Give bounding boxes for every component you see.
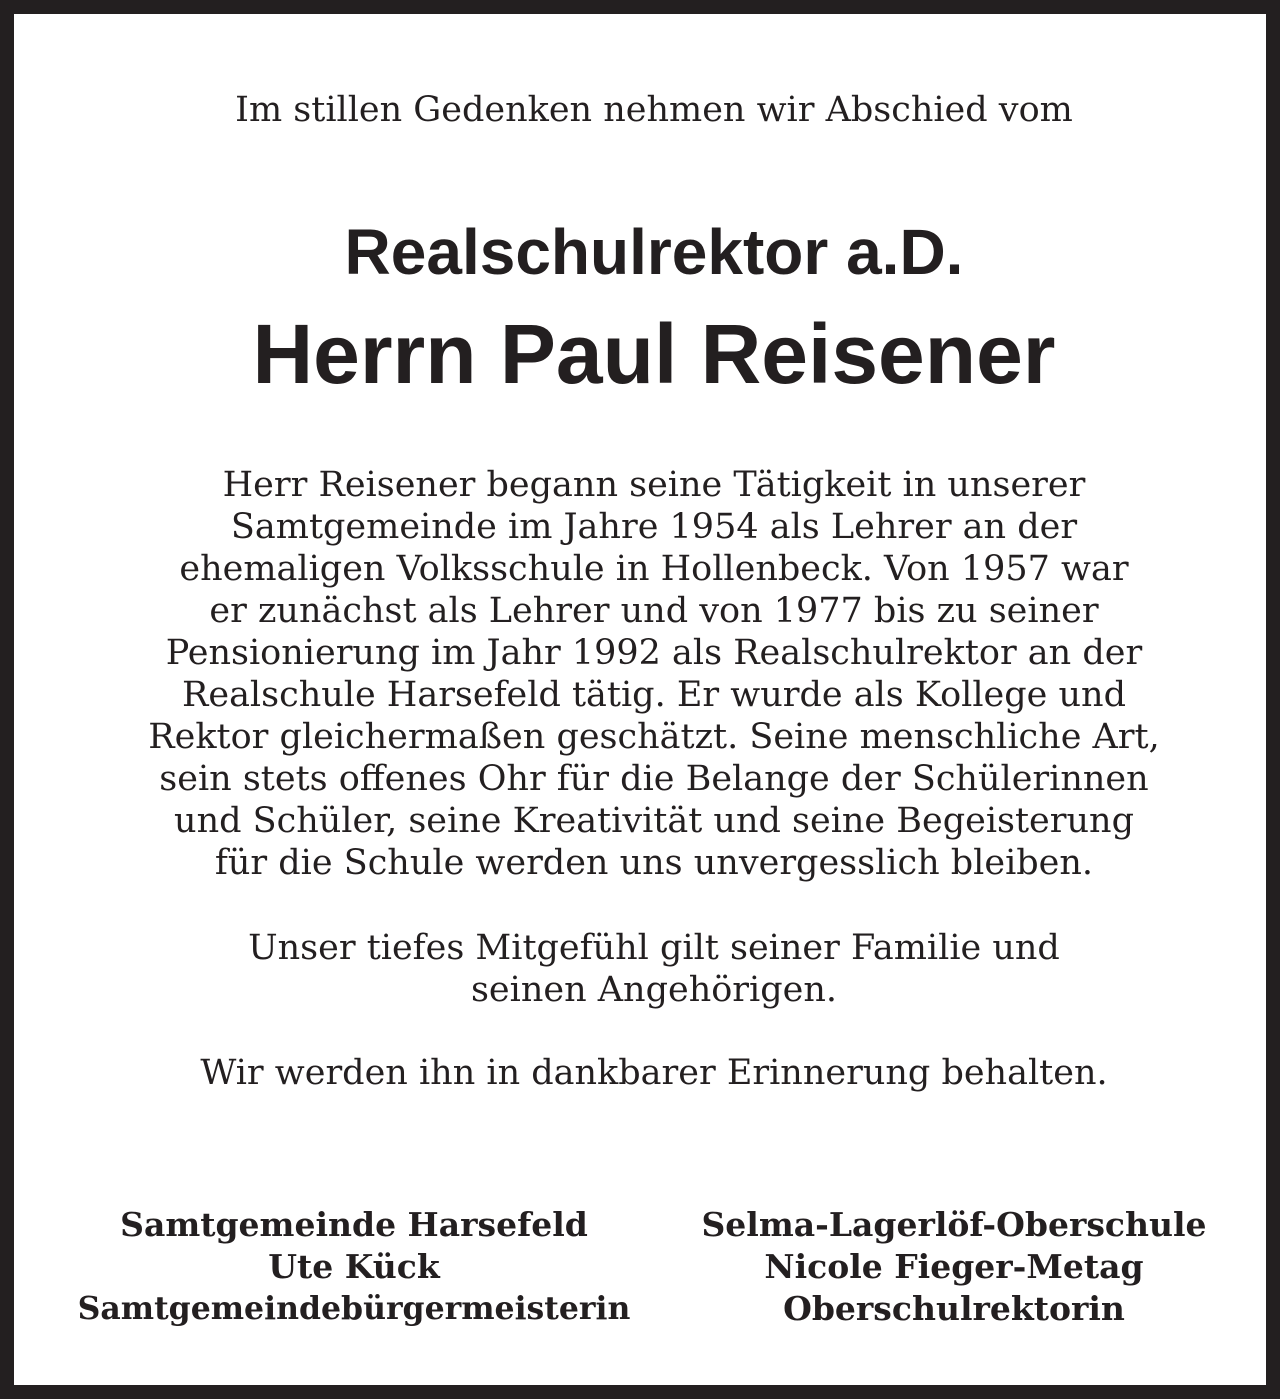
- signature-role: Samtgemeindebürgermeisterin: [77, 1290, 631, 1327]
- tribute-paragraph: [74, 464, 1234, 884]
- tribute-line: und Schüler, seine Kreativität und seine Begeisterung: [174, 801, 1134, 841]
- signature-person: Ute Kück: [268, 1247, 440, 1286]
- sympathy-line: seinen Angehörigen.: [470, 970, 838, 1010]
- sympathy-line: Unser tiefes Mitgefühl gilt seiner Familie und: [248, 928, 1060, 968]
- tribute-line: Herr Reisener begann seine Tätigkeit in unserer: [222, 465, 1086, 505]
- sympathy-paragraph: [74, 927, 1234, 1011]
- tribute-line: Pensionierung im Jahr 1992 als Realschulrektor an der: [165, 633, 1143, 673]
- signature-organization: Selma-Lagerlöf-Oberschule: [701, 1205, 1207, 1244]
- signature-organization: Samtgemeinde Harsefeld: [120, 1205, 588, 1244]
- signature-block-right: [664, 1204, 1244, 1330]
- deceased-title: Realschulrektor a.D.: [344, 216, 964, 288]
- closing-line: Wir werden ihn in dankbarer Erinnerung behalten.: [200, 1053, 1108, 1093]
- signature-block-left: [74, 1204, 634, 1330]
- tribute-line: Samtgemeinde im Jahre 1954 als Lehrer an der: [230, 507, 1078, 547]
- signature-role: Oberschulrektorin: [783, 1289, 1125, 1328]
- tribute-line: er zunächst als Lehrer und von 1977 bis zu seiner: [209, 591, 1099, 631]
- tribute-line: sein stets offenes Ohr für die Belange der Schülerinnen: [159, 759, 1149, 799]
- tribute-line: Rektor gleichermaßen geschätzt. Seine menschliche Art,: [148, 717, 1160, 757]
- signature-person: Nicole Fieger-Metag: [764, 1247, 1144, 1286]
- intro-line: Im stillen Gedenken nehmen wir Abschied vom: [235, 90, 1073, 130]
- tribute-line: Realschule Harsefeld tätig. Er wurde als Kollege und: [182, 675, 1126, 715]
- tribute-line: für die Schule werden uns unvergesslich bleiben.: [214, 843, 1094, 883]
- tribute-line: ehemaligen Volksschule in Hollenbeck. Von 1957 war: [179, 549, 1129, 589]
- deceased-name: Herrn Paul Reisener: [252, 307, 1056, 401]
